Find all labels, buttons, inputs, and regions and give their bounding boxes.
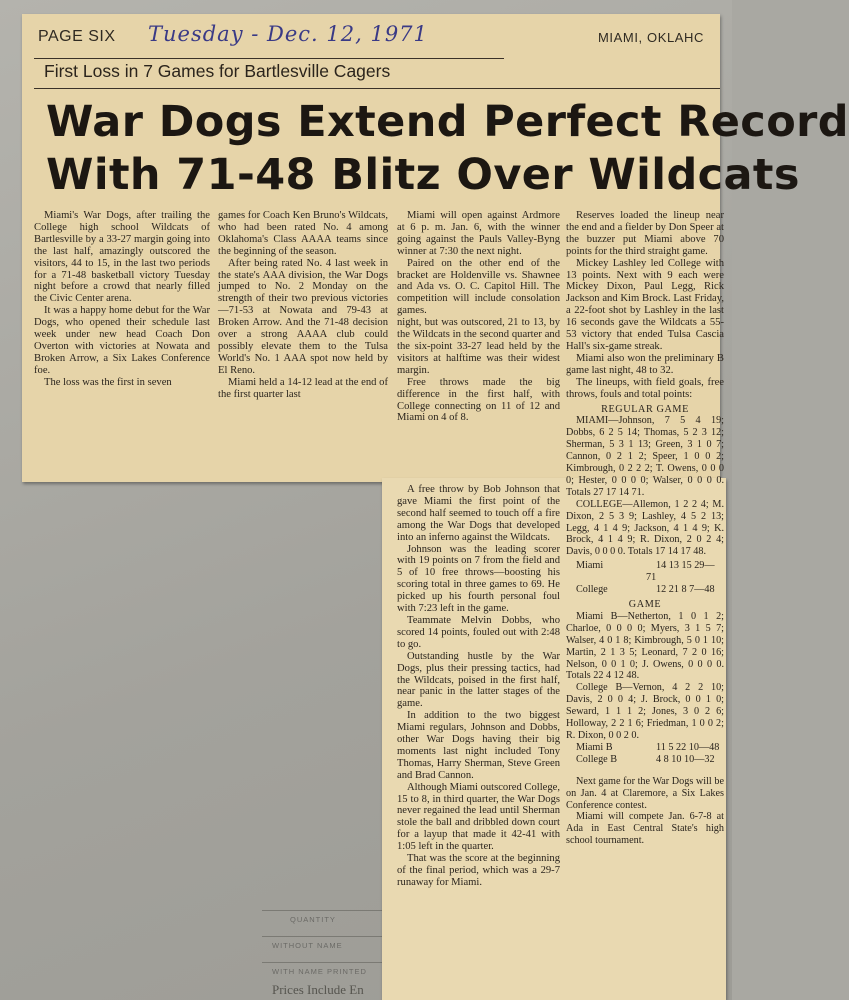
paragraph: Johnson was the leading scorer with 19 points on 7 from the field and 5 of 10 free throws—boosting his scoring total in three games to 69. He picked up his fourth personal foul with 7:23 left in the game.: [397, 543, 560, 615]
regular-game-heading: REGULAR GAME: [601, 403, 689, 415]
score-line: Miami B 11 5 22 10—48: [576, 741, 720, 753]
paragraph: Reserves loaded the lineup near the end and a fielder by Don Speer at the buzzer put Miami above 70 points for the third straight game.: [566, 210, 724, 257]
quantity-label: QUANTITY: [290, 915, 336, 924]
paragraph: Miami will open against Ardmore at 6 p. m. Jan. 6, with the winner going against the Pauls Valley-Byng winner at 7:30 the next night.: [397, 210, 560, 257]
next-game-paragraph: Next game for the War Dogs will be on Jan. 4 at Claremore, a Six Lakes Conference contest.: [566, 775, 724, 811]
main-headline: [46, 96, 849, 202]
page-number: PAGE SIX: [38, 28, 116, 45]
paragraph: The loss was the first in seven: [44, 376, 172, 388]
column-1: [34, 210, 210, 389]
paragraph: games for Coach Ken Bruno's Wildcats, who had been rated No. 4 among Oklahoma's Class AAAA teams since the beginning of the season.: [218, 210, 388, 257]
with-name-label: WITH NAME PRINTED: [272, 967, 367, 976]
headline-line-1: War Dogs Extend Perfect Record: [46, 97, 849, 147]
kicker-headline: First Loss in 7 Games for Bartlesville Cagers: [44, 61, 391, 81]
paragraph: Miami also won the preliminary B game last night, 48 to 32.: [566, 352, 724, 376]
paragraph: Free throws made the big difference in the first half, with College connecting on 11 of 12 and Miami on 4 of 8.: [397, 376, 560, 424]
paragraph: night, but was outscored, 21 to 13, by the Wildcats in the second quarter and the six-point 33-27 lead held by the visitors at halftime was their widest margin.: [397, 317, 560, 376]
handwritten-date: Tuesday - Dec. 12, 1971: [148, 22, 428, 46]
column-2: [218, 210, 388, 401]
miami-b-lineup: Miami B—Netherton, 1 0 1 2; Charloe, 0 0 0 0; Myers, 3 1 5 7; Walser, 4 0 1 8; Kimbrough, 5 0 1 10; Martin, 2 1 3 5; Leonard, 7 2 0 16; Nelson, 0 0 1 0; J. Owens, 0 0 0 0. Totals 22 4 12 48.: [566, 610, 724, 682]
tournament-paragraph: Miami will compete Jan. 6-7-8 at Ada in East Central State's high school tournament.: [566, 811, 724, 847]
paragraph: Mickey Lashley led College with 13 points. Next with 9 each were Mickey Dixon, Paul Legg, Rick Jackson and Kim Brock. Last Friday, a 22-foot shot by Lashley in the last 16 seconds gave the Wildcats a 55-53 victory that ended Tulsa Cascia Hall's six-game streak.: [566, 257, 724, 352]
headline-line-2: With 71-48 Blitz Over Wildcats: [46, 150, 800, 200]
paragraph: That was the score at the beginning of the final period, which was a 29-7 runaway for Miami.: [397, 853, 560, 888]
column-3: [397, 210, 560, 424]
score-line: Miami 14 13 15 29—71: [576, 560, 715, 584]
box-score: [566, 404, 724, 848]
column-4: [566, 210, 724, 847]
city-name: MIAMI, OKLAHC: [598, 30, 705, 45]
paragraph: Although Miami outscored College, 15 to 8, in third quarter, the War Dogs never regained the lead until Sherman stole the ball and dribbled down court for a layup that made it 42-41 with 1:05 left in the quarter.: [397, 781, 560, 853]
college-b-lineup: College B—Vernon, 4 2 2 10; Davis, 2 0 0 4; J. Brock, 0 0 1 0; Seward, 1 1 1 2; Jones, 3 0 2 6; Holloway, 2 2 1 6; Friedman, 1 0 0 2; R. Dixon, 0 0 2 0.: [566, 682, 724, 741]
paragraph: Teammate Melvin Dobbs, who scored 14 points, fouled out with 2:48 to go.: [397, 614, 560, 650]
paragraph: Miami held a 14-12 lead at the end of the first quarter last: [218, 376, 388, 400]
paragraph: In addition to the two biggest Miami regulars, Johnson and Dobbs, other War Dogs having their big moments last night included Tony Thomas, Harry Sherman, Steve Green and Brad Cannon.: [397, 710, 560, 781]
prices-text: Prices Include En: [272, 982, 364, 997]
paragraph: Outstanding hustle by the War Dogs, plus their pressing tactics, had the Wildcats, poised in the first half, near panic in the latter stages of the game.: [397, 650, 560, 710]
kicker-rule-bottom: [34, 88, 720, 89]
paragraph: After being rated No. 4 last week in the state's AAA division, the War Dogs jumped to No. 2 Monday on the strength of their two previous victories—71-53 at Nowata and 79-43 at Broken Arrow. And the 71-48 decision over a strong AAAA club could possibly elevate them to the Tulsa World's No. 1 AAA spot now held by El Reno.: [218, 257, 388, 376]
paragraph: Miami's War Dogs, after trailing the College high school Wildcats of Bartlesville by a 33-27 margin going into the last half, amazingly outscored the visitors, 44 to 15, in the last two periods for a 71-48 basketball victory Tuesday night before a crowd that nearly filled the Civic Center arena.: [34, 210, 210, 305]
without-name-label: WITHOUT NAME: [272, 941, 343, 950]
b-game-heading: GAME: [628, 599, 662, 610]
kicker-rule-top: [34, 58, 504, 59]
score-line: College B 4 8 10 10—32: [576, 753, 715, 765]
column-3-continued: [397, 484, 560, 889]
paragraph: It was a happy home debut for the War Dogs, who opened their schedule last week under new head Coach Don Overton with victories at Nowata and Broken Arrow, a Six Lakes Conference foe.: [34, 305, 210, 376]
paragraph: Paired on the other end of the bracket are Holdenville vs. Shawnee and Ada vs. O. C. Capitol Hill. The competition will include consolation games.: [397, 257, 560, 317]
college-lineup: COLLEGE—Allemon, 1 2 2 4; M. Dixon, 2 5 3 9; Lashley, 4 5 2 13; Legg, 4 1 4 9; Jackson, 4 1 4 9; K. Brock, 4 1 4 9; R. Dixon, 2 0 2 4; Davis, 0 0 0 0. Totals 17 14 17 48.: [566, 498, 724, 558]
paragraph: The lineups, with field goals, free throws, fouls and total points:: [566, 376, 724, 400]
paragraph: A free throw by Bob Johnson that gave Miami the first point of the second half seemed to touch off a fire among the War Dogs that developed into an inferno against the Wildcats.: [397, 484, 560, 543]
miami-lineup: MIAMI—Johnson, 7 5 4 19; Dobbs, 6 2 5 14; Thomas, 5 2 3 12; Sherman, 5 3 1 13; Green, 3 1 0 7; Cannon, 0 2 1 2; Speer, 1 0 0 2; Kimbrough, 0 2 2 2; T. Owens, 0 0 0 0; Hester, 0 0 0 0; Walser, 0 0 0 0. Totals 27 17 14 71.: [566, 415, 724, 498]
dateline: [32, 24, 722, 50]
score-line: College 12 21 8 7—48: [576, 584, 715, 596]
